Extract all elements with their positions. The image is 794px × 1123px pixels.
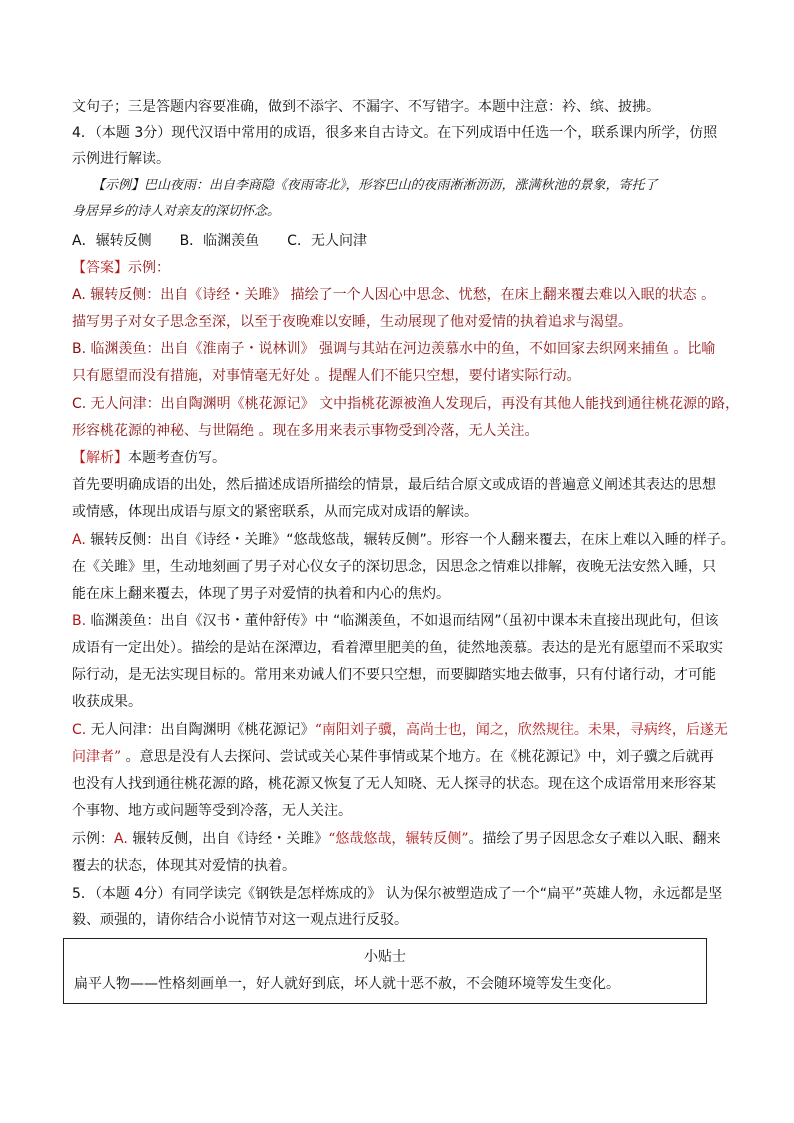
analysis-c-line4: 个事物、地方或问题等受到冷落，无人关注。 [72, 803, 352, 819]
sample-text: 。描绘了男子因思念女子难以入眠、翻来 [468, 831, 721, 847]
quote-text: “南阳刘子骥，高尚士也，闻之，欣然规往。未果，寻病终，后遂无 [314, 722, 728, 738]
sample-line2: 覆去的状态，体现其对爱情的执着。 [72, 858, 296, 874]
tip-box [63, 938, 707, 1004]
option-marker-a: A. [72, 532, 86, 548]
analysis-c-text: 无人问津：出自陶渊明《桃花源记》 [86, 722, 315, 738]
answer-b-line2: 只有愿望而没有措施，对事情毫无好处 。提醒人们不能只空想，要付诸实际行动。 [72, 368, 581, 384]
analysis-b-line3: 际行动，是无法实现目标的。常用来劝诫人们不要只空想，而要脚踏实地去做事，只有付诸行动，才可能 [72, 667, 716, 683]
option-marker-a: A. [114, 831, 128, 847]
answer-a-line2: 描写男子对女子思念至深，以至于夜晚难以安睡，生动展现了他对爱情的执着追求与渴望。 [72, 314, 632, 330]
analysis-tag: 【解析】 [72, 450, 128, 466]
option-marker-c: C. [72, 722, 87, 738]
analysis-intro: 本题考查仿写。 [128, 450, 226, 466]
sample-prefix: 示例： [72, 831, 114, 847]
answer-tail-line: 文句子；三是答题内容要准确，做到不添字、不漏字、不写错字。本题中注意：衿、缤、披拂。 [72, 99, 660, 115]
analysis-b-line1 [72, 611, 718, 631]
tip-title: 小贴士 [364, 949, 406, 965]
quote-text: “悠哉悠哉，辗转反侧” [328, 831, 469, 847]
analysis-a-line1 [72, 530, 735, 550]
example-text: 【示例】巴山夜雨：出自李商隐《夜雨寄北》，形容巴山的夜雨淅淅沥沥，涨满秋池的景象，寄托了 [92, 178, 658, 193]
question-4-stem: 4．（本题 3分）现代汉语中常用的成语，很多来自古诗文。在下列成语中任选一个，联系课内所学，仿照 [72, 125, 718, 141]
answer-a-line1: A. 辗转反侧：出自《诗经・关雎》 描绘了一个人因心中思念、忧愁，在床上翻来覆去难以入眠的状态 。 [72, 287, 716, 303]
question-5-stem: 5．（本题 4分）有同学读完《钢铁是怎样炼成的》 认为保尔被塑造成了一个“扁平”英雄人物，永远都是坚 [72, 886, 723, 902]
question-4-options: A．辗转反侧 B．临渊羡鱼 C．无人问津 [72, 233, 367, 249]
answer-label: 示例： [128, 260, 170, 276]
question-5-stem-cont: 毅、顽强的，请你结合小说情节对这一观点进行反驳。 [72, 912, 408, 928]
answer-c-line1: C. 无人问津：出自陶渊明《桃花源记》 文中指桃花源被渔人发现后，再没有其他人能找到通往桃花源的路， [72, 396, 740, 412]
analysis-a-line3: 能在床上翻来覆去，体现了男子对爱情的执着和内心的焦灼。 [72, 586, 450, 602]
sample-text: 辗转反侧，出自《诗经・关雎》 [127, 831, 329, 847]
analysis-c-text: 。意思是没有人去探问、尝试或关心某件事情或某个地方。在《桃花源记》中，刘子骥之后就再 [121, 749, 714, 765]
answer-c-line2: 形容桃花源的神秘、与世隔绝 。现在多用来表示事物受到冷落，无人关注。 [72, 423, 539, 439]
question-4-stem-cont: 示例进行解读。 [72, 151, 170, 167]
analysis-b-line4: 收获成果。 [72, 694, 142, 710]
analysis-heading [72, 448, 226, 468]
sample-line1 [72, 829, 721, 849]
option-marker-b: B. [72, 613, 87, 629]
analysis-a-line2: 在《关雎》里，生动地刻画了男子对心仪女子的深切思念，因思念之情难以排解，夜晚无法安然入睡，只 [72, 559, 716, 575]
example-text-cont: 身居异乡的诗人对亲友的深切怀念。 [72, 204, 281, 219]
analysis-line: 首先要明确成语的出处，然后描述成语所描绘的情景，最后结合原文或成语的普遍意义阐述其表达的思想 [72, 477, 716, 493]
analysis-b-text: 临渊羡鱼：出自《汉书・董仲舒传》中 “临渊羡鱼，不如退而结网”（虽初中课本未直接出现此句，但该 [86, 613, 719, 629]
analysis-line: 或情感，体现出成语与原文的紧密联系，从而完成对成语的解读。 [72, 504, 478, 520]
tip-body: 扁平人物——性格刻画单一，好人就好到底，坏人就十恶不赦，不会随环境等发生变化。 [74, 976, 620, 992]
analysis-a-text: 辗转反侧：出自《诗经・关雎》“悠哉悠哉，辗转反侧”。形容一个人翻来覆去，在床上难以入睡的样子。 [85, 532, 735, 548]
analysis-c-line2 [72, 747, 714, 767]
analysis-c-line1 [72, 720, 728, 740]
answer-b-line1: B. 临渊羡鱼：出自《淮南子・说林训》 强调与其站在河边羡慕水中的鱼，不如回家去织网来捕鱼 。比喻 [72, 341, 716, 357]
answer-heading [72, 258, 170, 278]
answer-tag: 【答案】 [72, 260, 128, 276]
analysis-b-line2: 成语有一定出处）。描绘的是站在深潭边，看着潭里肥美的鱼，徒然地羡慕。表达的是光有愿望而不采取实 [72, 640, 723, 656]
quote-text: 问津者” [72, 749, 122, 765]
analysis-c-line3: 也没有人找到通往桃花源的路，桃花源又恢复了无人知晓、无人探寻的状态。现在这个成语常用来形容某 [72, 776, 716, 792]
